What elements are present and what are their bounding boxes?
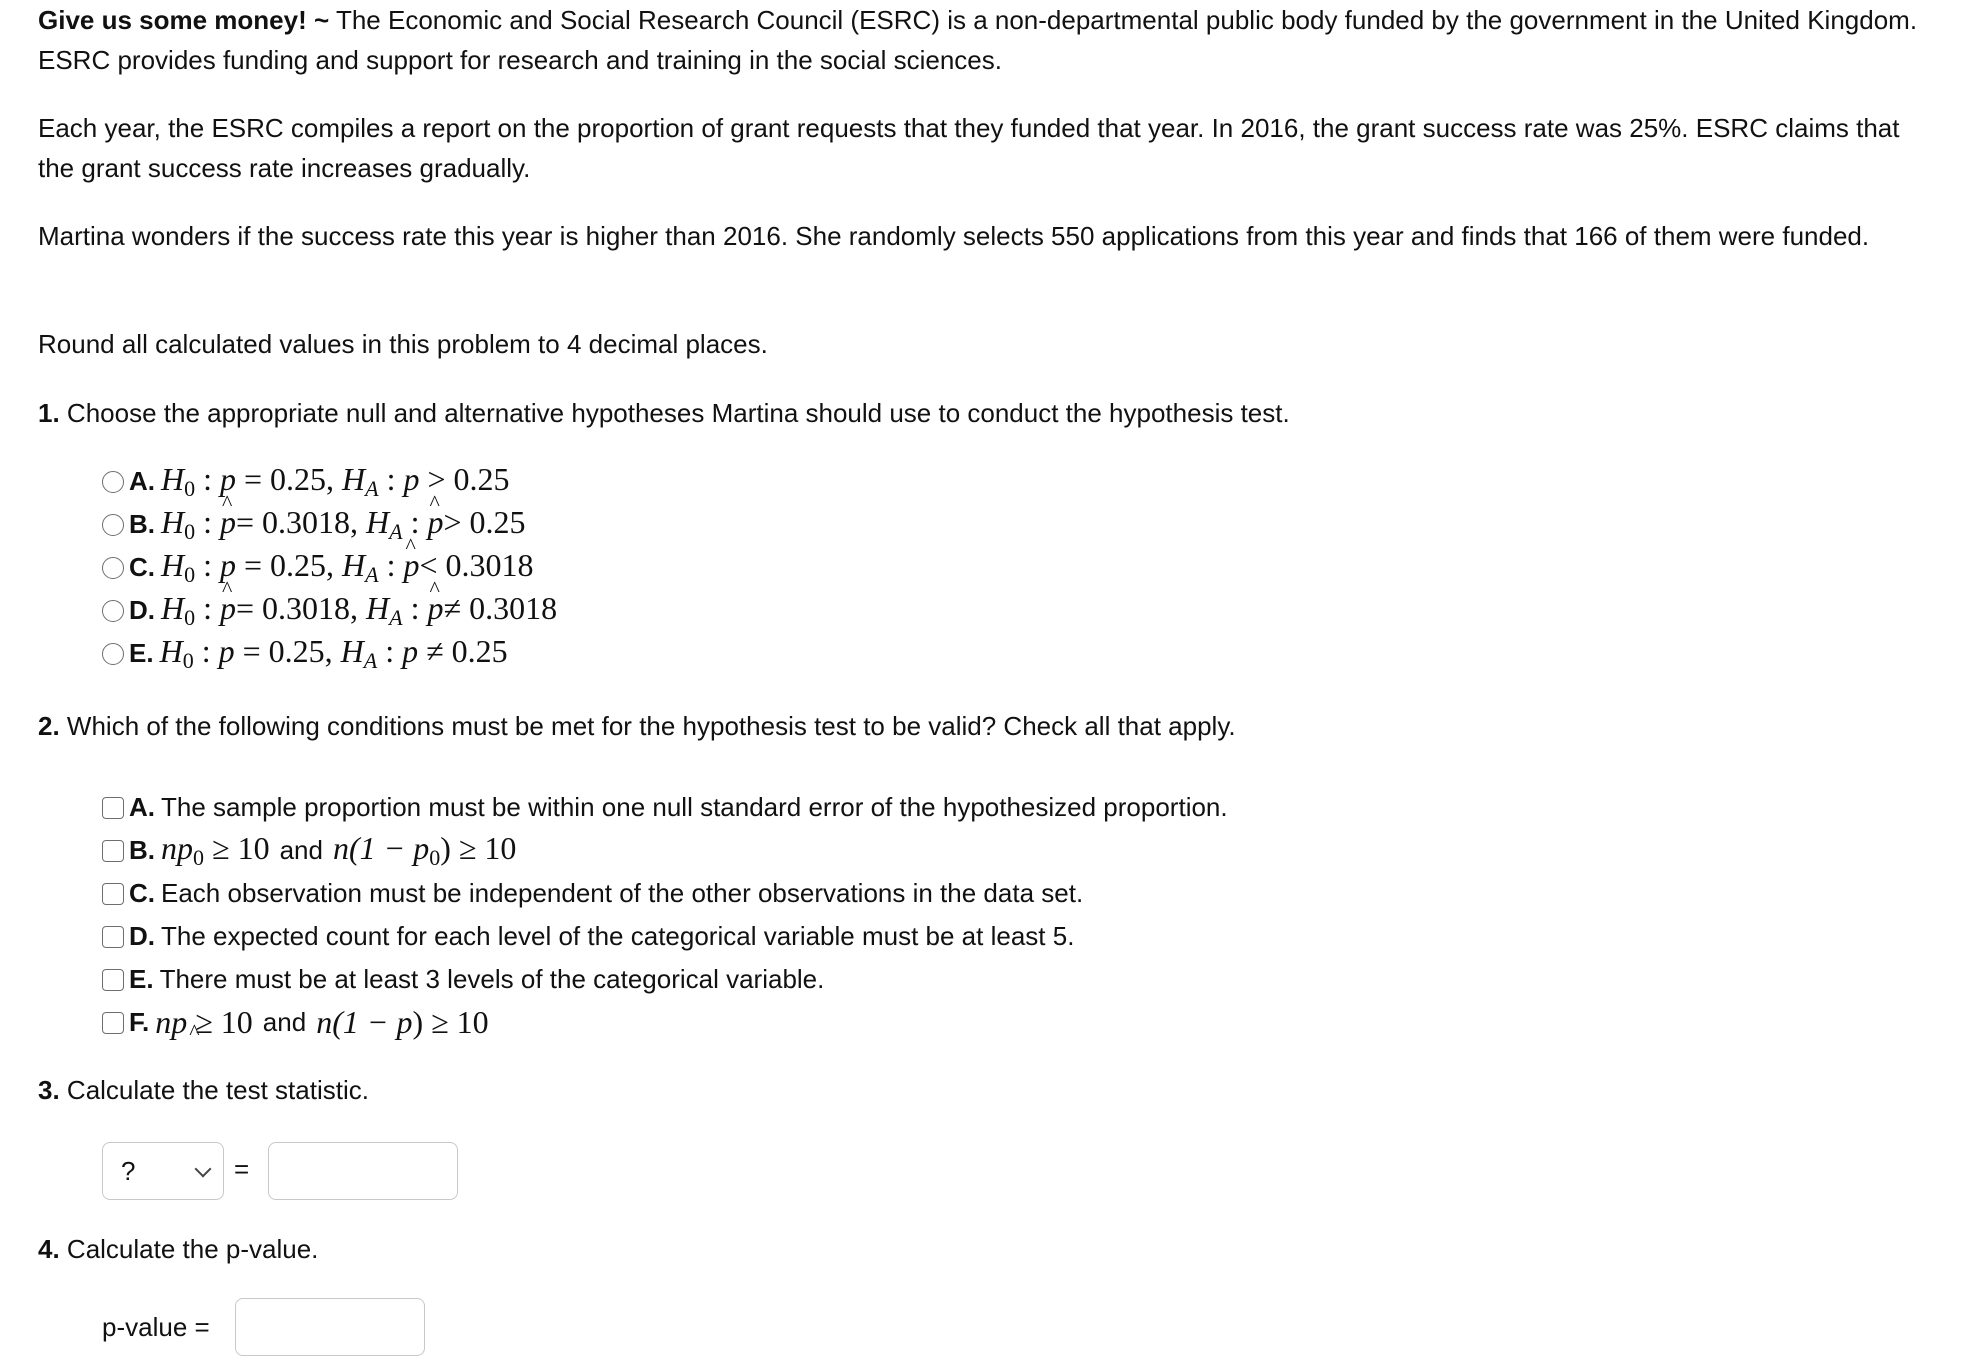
option-letter: B. <box>129 835 155 865</box>
question-4-prompt: Calculate the p-value. <box>66 1234 319 1264</box>
condition-option-c[interactable] <box>102 872 1228 915</box>
option-letter: D. <box>129 595 155 625</box>
option-math: $H_0$ : p = 0.25, $H_A$ : p > 0.25 <box>161 461 510 501</box>
question-4-number: 4. <box>38 1234 60 1264</box>
checkbox[interactable] <box>102 969 124 991</box>
option-letter: F. <box>129 1007 150 1037</box>
option-letter: E. <box>129 638 154 668</box>
option-math: $np_0 \ge 10$ <box>161 830 270 870</box>
option-letter: A. <box>129 466 155 496</box>
option-math-2: $n(1 - p_0) \ge 10$ <box>332 830 517 870</box>
option-letter: B. <box>129 509 155 539</box>
radio-button[interactable] <box>102 471 124 493</box>
hypothesis-option-a[interactable] <box>102 460 557 503</box>
radio-button[interactable] <box>102 557 124 579</box>
option-and: and <box>262 1007 307 1037</box>
hypothesis-option-c[interactable] <box>102 546 557 589</box>
hypothesis-option-e[interactable] <box>102 632 557 675</box>
option-math: $H_0$ : p ^= 0.3018, $H_A$ : p ^> 0.25 <box>161 504 526 545</box>
checkbox[interactable] <box>102 797 124 819</box>
option-letter: D. <box>129 921 155 951</box>
option-math: $H_0$ : p ^= 0.3018, $H_A$ : p ^≠ 0.3018 <box>161 590 557 631</box>
option-math-2: n(1 − p) ≥ 10 <box>316 1004 489 1040</box>
intro-separator: ~ <box>314 5 330 35</box>
question-2-prompt: Which of the following conditions must be met for the hypothesis test to be valid? Check all that apply. <box>66 711 1236 741</box>
condition-option-f[interactable] <box>102 1001 1228 1044</box>
option-text: There must be at least 3 levels of the categorical variable. <box>159 964 825 994</box>
equals-sign: = <box>234 1154 250 1184</box>
option-text: Each observation must be independent of the other observations in the data set. <box>161 878 1084 908</box>
option-math: $H_0$ : p = 0.25, $H_A$ : p ^< 0.3018 <box>161 547 534 588</box>
chevron-down-icon <box>195 1161 212 1178</box>
test-statistic-input[interactable] <box>268 1142 458 1200</box>
radio-button[interactable] <box>102 514 124 536</box>
option-letter: E. <box>129 964 154 994</box>
question-3-number: 3. <box>38 1075 60 1105</box>
intro-text: The Economic and Social Research Council (ESRC) is a non-departmental public body funded by the government in the United Kingdom. ESRC provides funding and support for research and training in the social sciences. <box>38 5 1918 75</box>
p-value-input[interactable] <box>235 1298 425 1356</box>
checkbox[interactable] <box>102 840 124 862</box>
select-value: ? <box>121 1155 136 1186</box>
question-1-options <box>102 460 557 675</box>
question-2 <box>38 706 1918 746</box>
hypothesis-option-b[interactable] <box>102 503 557 546</box>
question-3 <box>38 1070 1918 1110</box>
condition-option-e[interactable] <box>102 958 1228 1001</box>
condition-option-b[interactable] <box>102 829 1228 872</box>
hypothesis-option-d[interactable] <box>102 589 557 632</box>
option-math: $H_0$ : p = 0.25, $H_A$ : p ≠ 0.25 <box>159 633 508 673</box>
condition-option-a[interactable] <box>102 786 1228 829</box>
condition-option-d[interactable] <box>102 915 1228 958</box>
checkbox[interactable] <box>102 926 124 948</box>
checkbox[interactable] <box>102 1012 124 1034</box>
paragraph-2: Each year, the ESRC compiles a report on the proportion of grant requests that they funded that year. In 2016, the grant success rate was 25%. ESRC claims that the grant success rate increases gradually. <box>38 113 1900 183</box>
option-letter: C. <box>129 878 155 908</box>
question-4 <box>38 1229 1918 1269</box>
p-value-label: p-value = <box>102 1312 210 1342</box>
paragraph-4: Round all calculated values in this problem to 4 decimal places. <box>38 329 768 359</box>
test-statistic-select[interactable] <box>102 1142 224 1200</box>
option-math: np ≥ 10 <box>155 1004 253 1040</box>
intro-paragraph <box>38 0 1918 80</box>
radio-button[interactable] <box>102 643 124 665</box>
question-1-prompt: Choose the appropriate null and alternative hypotheses Martina should use to conduct the hypothesis test. <box>66 398 1290 428</box>
option-text: The sample proportion must be within one null standard error of the hypothesized proportion. <box>161 792 1228 822</box>
question-1-number: 1. <box>38 398 60 428</box>
intro-title: Give us some money! <box>38 5 307 35</box>
question-2-number: 2. <box>38 711 60 741</box>
paragraph-3: Martina wonders if the success rate this year is higher than 2016. She randomly selects 550 applications from this year and finds that 166 of them were funded. <box>38 221 1870 251</box>
checkbox[interactable] <box>102 883 124 905</box>
question-3-prompt: Calculate the test statistic. <box>66 1075 369 1105</box>
option-letter: A. <box>129 792 155 822</box>
option-letter: C. <box>129 552 155 582</box>
question-2-options <box>102 786 1228 1044</box>
option-and: and <box>279 835 323 865</box>
option-text: The expected count for each level of the categorical variable must be at least 5. <box>161 921 1075 951</box>
radio-button[interactable] <box>102 600 124 622</box>
question-1 <box>38 393 1918 433</box>
